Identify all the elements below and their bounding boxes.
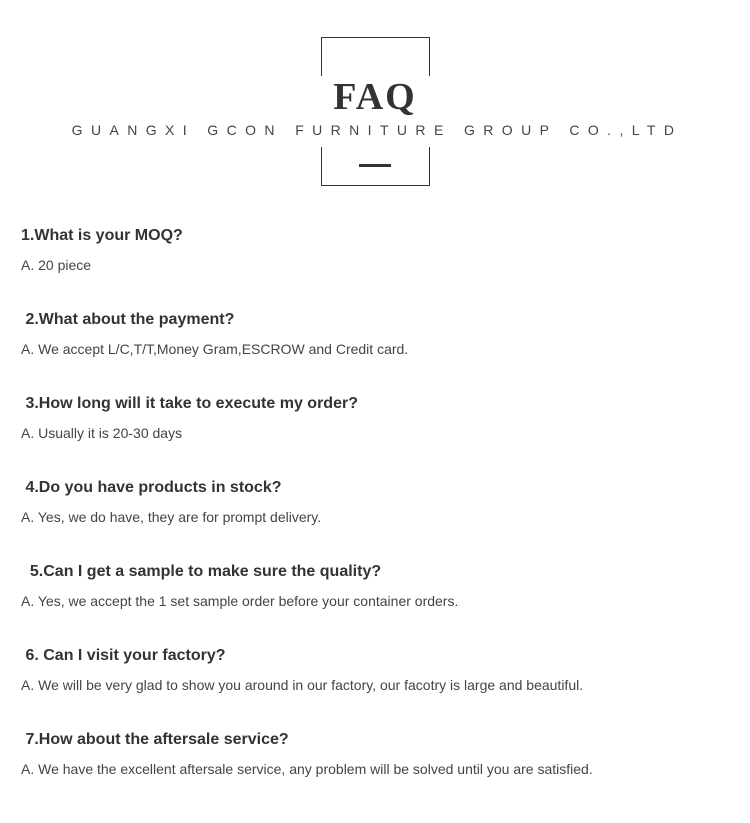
- faq-header: [0, 0, 750, 200]
- faq-answer: A. 20 piece: [21, 257, 92, 273]
- header-divider: [359, 164, 391, 167]
- title-band: [0, 75, 750, 147]
- faq-item: [0, 562, 750, 646]
- faq-answer: A. Yes, we do have, they are for prompt delivery.: [21, 509, 322, 525]
- faq-question: 6. Can I visit your factory?: [21, 647, 226, 664]
- faq-question: 4.Do you have products in stock?: [21, 479, 282, 496]
- faq-item: [0, 394, 750, 478]
- page-title: FAQ: [333, 76, 417, 118]
- company-name: GUANGXI GCON FURNITURE GROUP CO.,LTD: [71, 122, 683, 138]
- header-frame-top: [321, 37, 430, 76]
- faq-answer: A. We have the excellent aftersale service, any problem will be solved until you are satisfied.: [21, 761, 593, 777]
- faq-question: 2.What about the payment?: [21, 311, 235, 328]
- faq-list: [0, 226, 750, 814]
- faq-item: [0, 310, 750, 394]
- faq-question: 7.How about the aftersale service?: [21, 731, 289, 748]
- faq-answer: A. Usually it is 20-30 days: [21, 425, 183, 441]
- faq-question: 5.Can I get a sample to make sure the quality?: [21, 563, 382, 580]
- faq-item: [0, 730, 750, 814]
- faq-answer: A. We will be very glad to show you around in our factory, our facotry is large and beautiful.: [21, 677, 584, 693]
- faq-question: 3.How long will it take to execute my order?: [21, 395, 358, 412]
- faq-answer: A. We accept L/C,T/T,Money Gram,ESCROW and Credit card.: [21, 341, 409, 357]
- faq-item: [0, 478, 750, 562]
- faq-item: [0, 646, 750, 730]
- faq-question: 1.What is your MOQ?: [21, 227, 183, 244]
- faq-item: [0, 226, 750, 310]
- faq-answer: A. Yes, we accept the 1 set sample order before your container orders.: [21, 593, 459, 609]
